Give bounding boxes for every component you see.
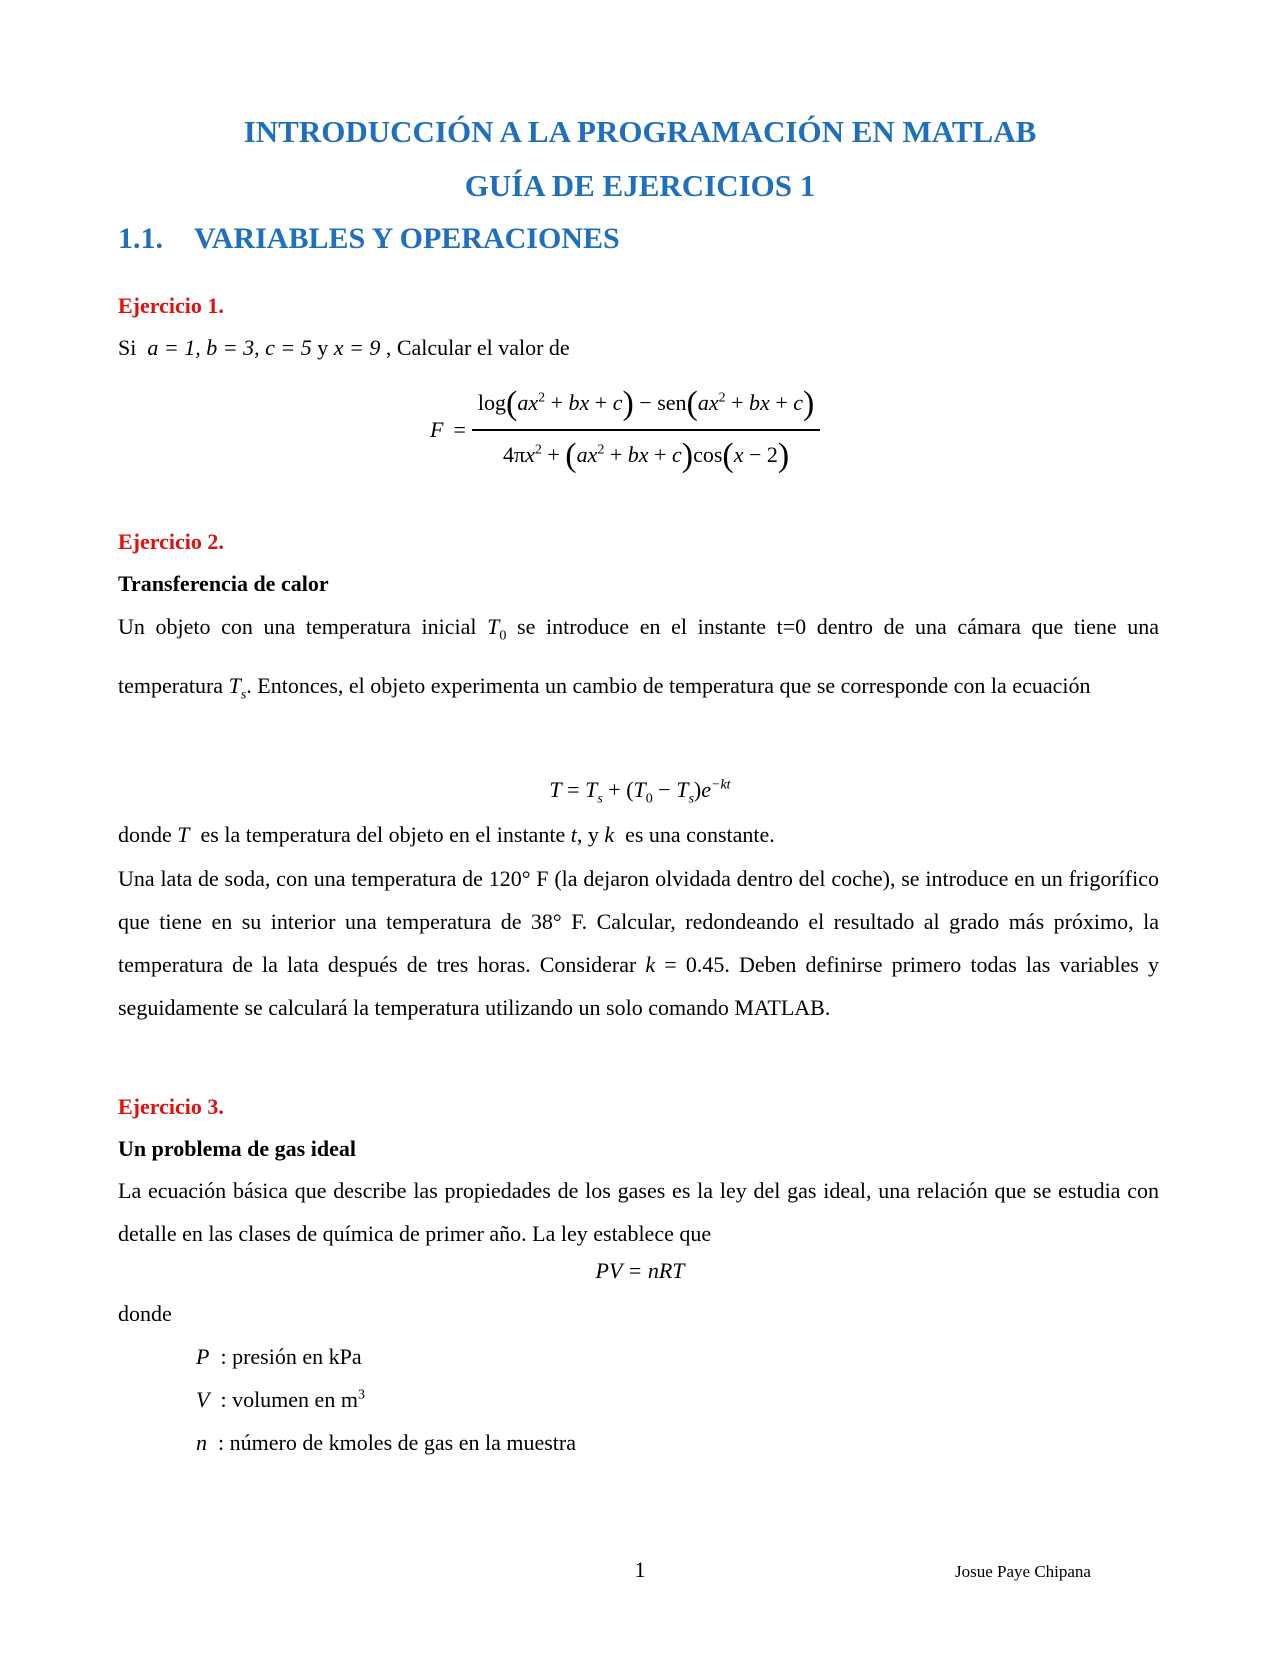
exercise-2-subtitle: Transferencia de calor [118, 571, 329, 596]
section-number: 1.1. [118, 222, 163, 255]
exercise-2-paragraph-2: Una lata de soda, con una temperatura de 120° F (la dejaron olvidada dentro del coche), se introduce en un frigorífico que tiene en su interior una temperatura de 38° F. Calcular, redondeando el resultado al grado más próximo, la temperatura de la lata después de tres horas. Considerar k = 0.45. Deben definirse primero todas las variables y seguidamente se calculará la temperatura utilizando un solo comando MATLAB. [118, 866, 1159, 1020]
exercise-3-equation: PV = nRT [595, 1258, 685, 1283]
exercise-2-heading: Ejercicio 2. [118, 529, 224, 554]
exercise-1-heading: Ejercicio 1. [118, 293, 224, 318]
exercise-1-intro: Si a = 1, b = 3, c = 5 y x = 9 , Calcular el valor de [118, 335, 570, 360]
exercise-1-formula: F = $\frac{\log(ax^2 + bx + c) - sen(ax^2 + bx + c)}{4\pi x^2 + (ax^2 + bx + c)\cos(x - 2)}$ [430, 385, 820, 475]
exercise-3-donde: donde [118, 1301, 172, 1326]
section-heading [118, 222, 620, 256]
exercise-2-definition: donde T es la temperatura del objeto en el instante t, y k es una constante. [118, 822, 775, 847]
exercise-2-paragraph-1: Un objeto con una temperatura inicial $T_0$ se introduce en el instante t=0 dentro de una cámara que tiene una temperatura $T_s$. Entonces, el objeto experimenta un cambio de temperatura que se corresponde con la ecuación [118, 614, 1160, 703]
exercise-3-paragraph: La ecuación básica que describe las propiedades de los gases es la ley del gas ideal, una relación que se estudia con detalle en las clases de química de primer año. La ley establece que [118, 1178, 1159, 1246]
definition-item: n : número de kmoles de gas en la muestra [196, 1430, 577, 1455]
page-number: 1 [634, 1557, 646, 1582]
document-title: INTRODUCCIÓN A LA PROGRAMACIÓN EN MATLAB [243, 114, 1037, 149]
document-subtitle: GUÍA DE EJERCICIOS 1 [464, 168, 816, 203]
definition-item: V : volumen en $m^3$ [196, 1387, 365, 1412]
exercise-3-subtitle: Un problema de gas ideal [118, 1136, 356, 1161]
exercise-3-heading: Ejercicio 3. [118, 1094, 224, 1119]
section-title: VARIABLES Y OPERACIONES [194, 222, 620, 255]
definition-item: P : presión en kPa [196, 1344, 362, 1369]
exercise-2-equation: $T = T_s + (T_0 - T_s)e^{-kt}$ [549, 777, 731, 807]
exercise-1-values: a = 1, b = 3, c = 5 y x = 9 [147, 335, 381, 360]
author-name: Josue Paye Chipana [955, 1562, 1091, 1581]
